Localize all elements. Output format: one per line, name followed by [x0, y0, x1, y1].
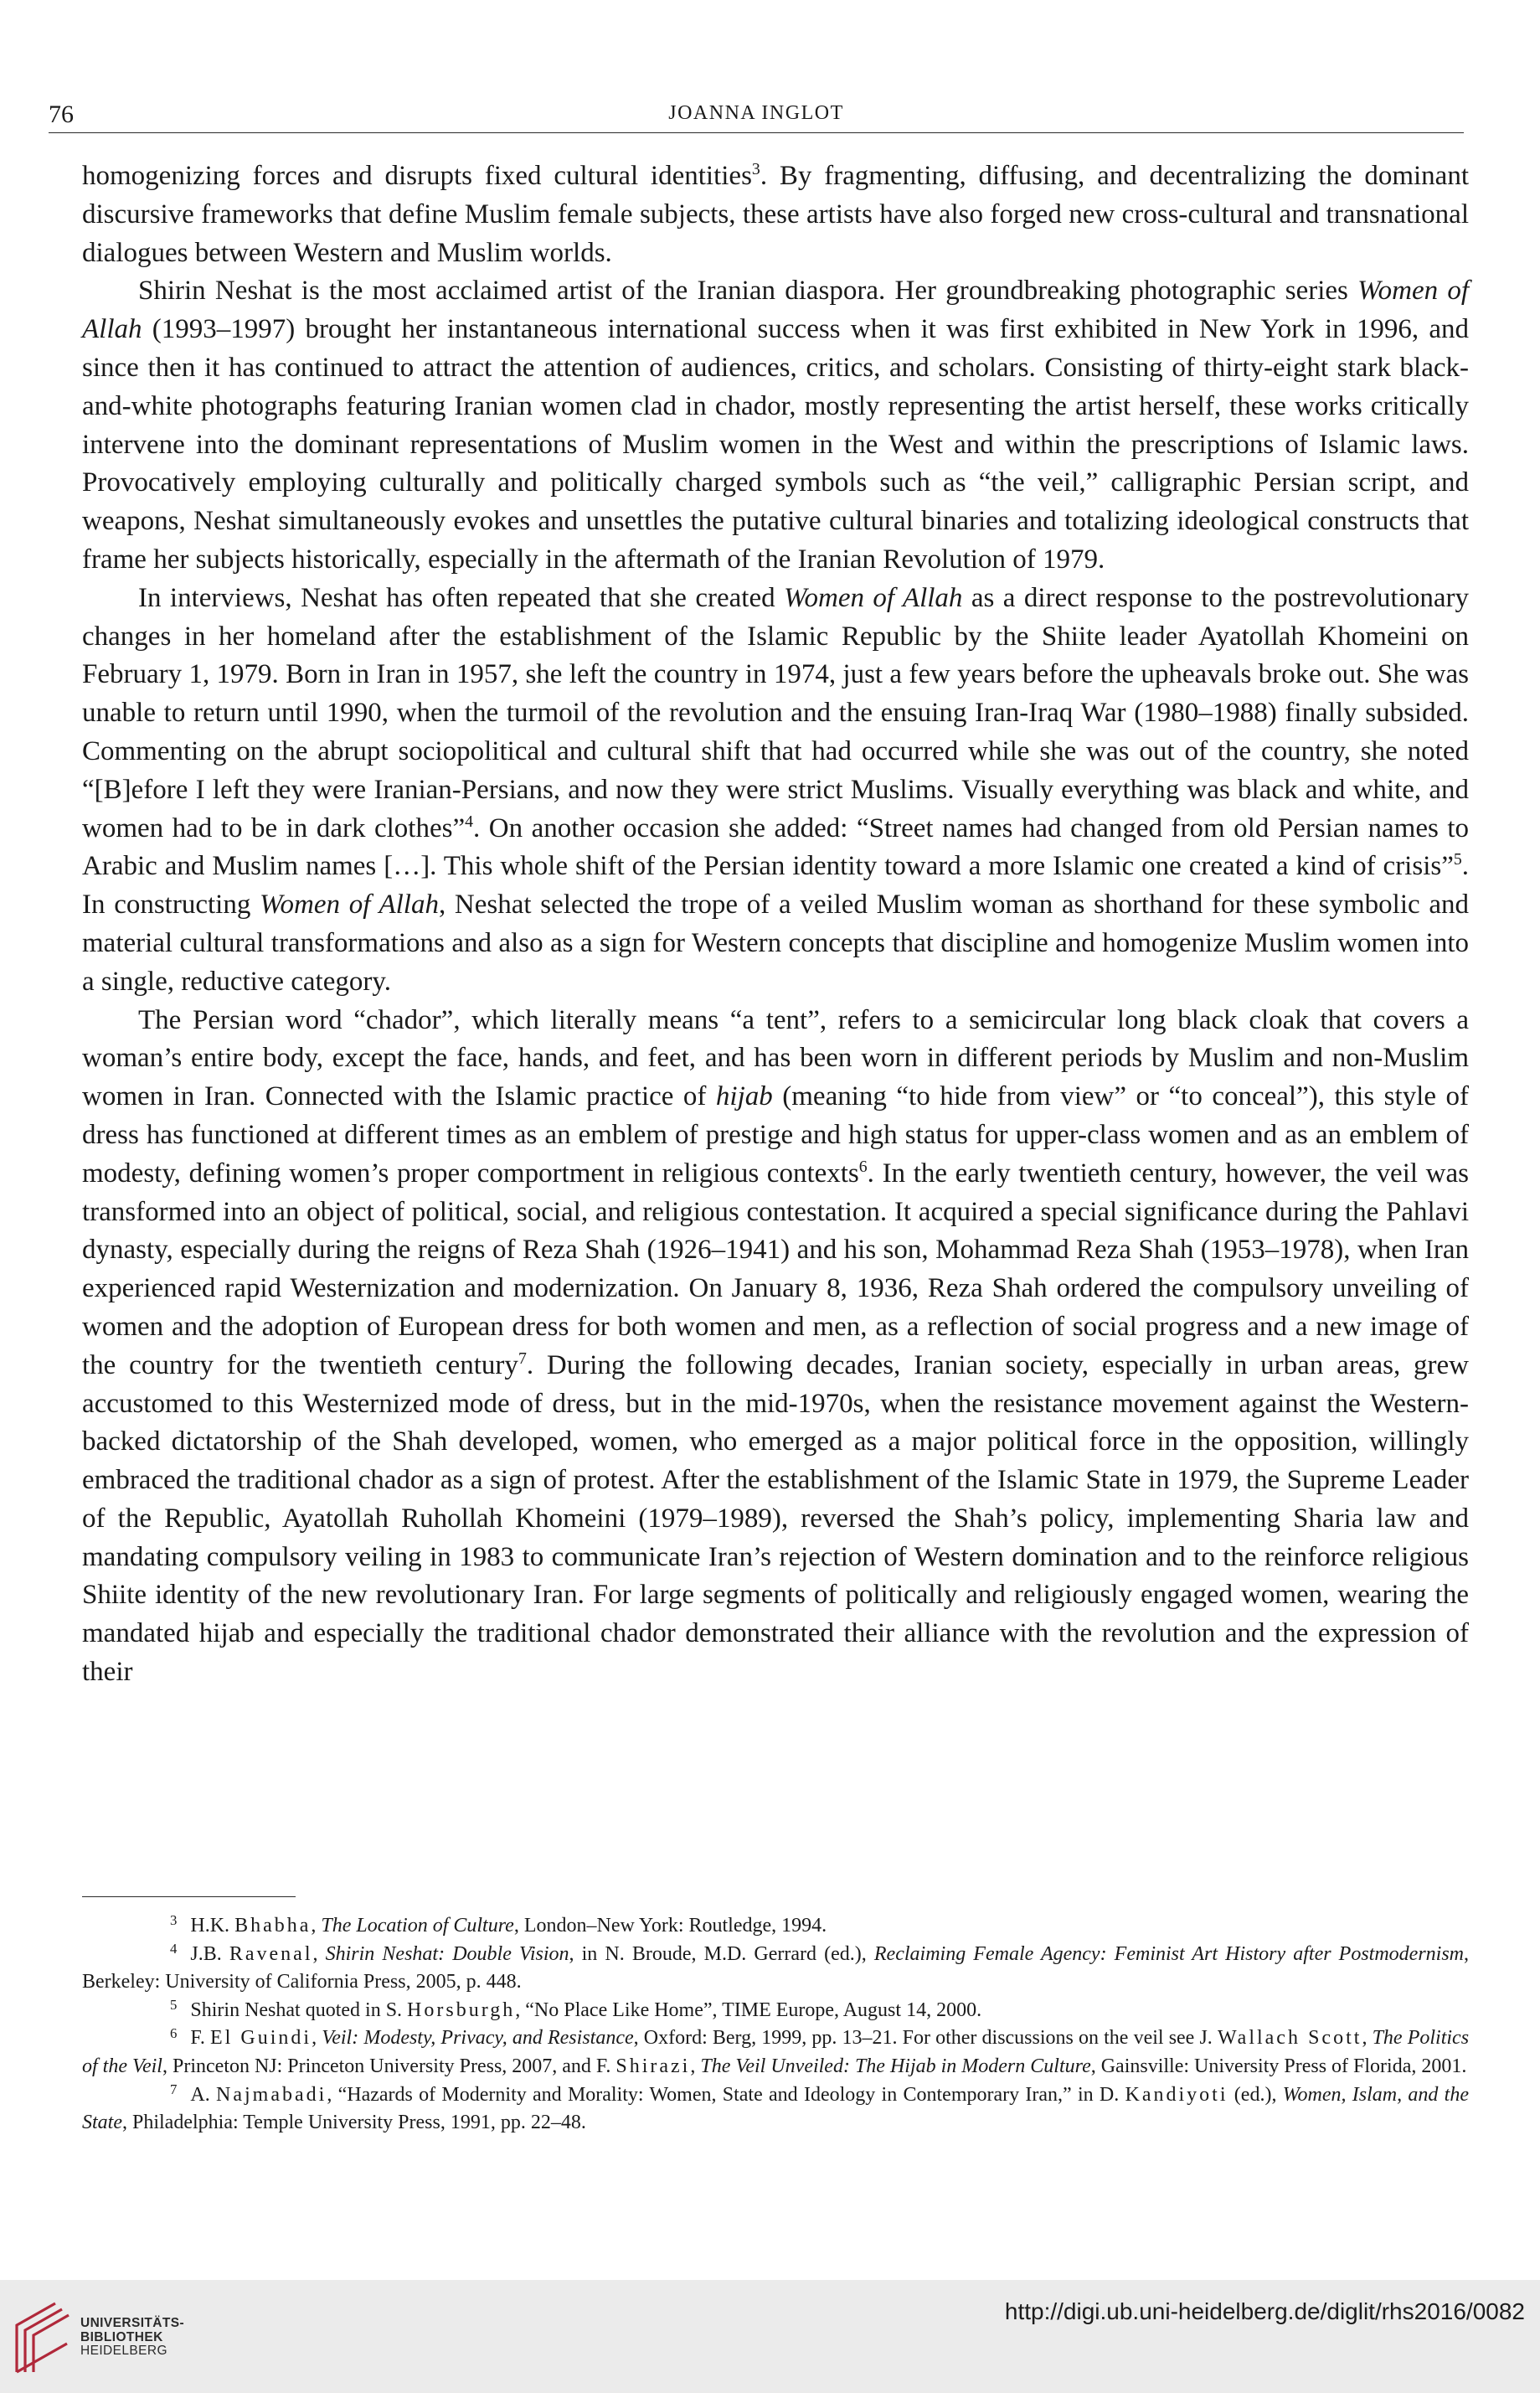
italic-term: hijab [715, 1081, 773, 1112]
footnote-ref-6[interactable]: 6 [858, 1157, 868, 1176]
footnote-4: $^4$ J.B. Ravenal, Shirin Neshat: Double Vision, in N. Broude, M.D. Gerrard (ed.), Reclaiming Female Agency: Feminist Art History after Postmodernism, Berkeley: University of California Press, 2005, p. 448. [82, 1941, 1470, 1993]
author-name: Ravenal [229, 1942, 313, 1965]
footnote-5: $^5$ Shirin Neshat quoted in S. Horsburgh, “No Place Like Home”, TIME Europe, August 14, 2000. [170, 1997, 982, 2021]
book-title: Reclaiming Female Agency: Feminist Art History after Postmodernism [873, 1942, 1465, 1965]
page-number: 76 [49, 101, 74, 128]
paragraph-1: homogenizing forces and disrupts fixed cultural identities$^3$. By fragmenting, diffusing, and decentralizing the dominant discursive frameworks that define Muslim female subjects, these artists have also forged new cross-cultural and transnational dialogues between Western and Muslim worlds. [82, 160, 1469, 268]
footnote-number: 7 [170, 2081, 178, 2098]
footnote-number: 3 [170, 1912, 178, 1929]
book-title: Women, Islam, and the State [82, 2083, 1469, 2134]
author-name: Shirazi [615, 2055, 691, 2077]
footnote-ref-7[interactable]: 7 [518, 1349, 527, 1368]
body-text [82, 157, 1469, 1692]
author-name: Wallach Scott [1217, 2027, 1362, 2050]
footnote-number: 4 [170, 1941, 178, 1957]
paragraph-2: Shirin Neshat is the most acclaimed artist of the Iranian diaspora. Her groundbreaking photographic series Women of Allah (1993–1997) brought her instantaneous international success when it was first exhibited in New York in 1996, and since then it has continued to attract the attention of audiences, critics, and scholars. Consisting of thirty-eight stark black-and-white photographs featuring Iranian women clad in chador, mostly representing the artist herself, these works critically intervene into the dominant representations of Muslim women in the West and within the prescriptions of Islamic laws. Provocatively employing culturally and politically charged symbols such as “the veil,” calligraphic Persian script, and weapons, Neshat simultaneously evokes and unsettles the putative cultural binaries and totalizing ideological constructs that frame her subjects historically, especially in the aftermath of the Iranian Revolution of 1979. [82, 276, 1470, 575]
author-name: Horsburgh [407, 1998, 516, 2021]
footnote-3: $^3$ H.K. Bhabha, The Location of Culture, London–New York: Routledge, 1994. [170, 1912, 827, 1937]
italic-title: Women of Allah [260, 890, 439, 921]
page-header [49, 99, 1464, 133]
italic-title: Women of Allah [82, 276, 1470, 345]
footnotes [82, 1912, 1469, 2138]
footnote-divider [82, 1896, 296, 1897]
author-name: El Guindi [209, 2027, 312, 2050]
library-logo-icon [12, 2297, 75, 2377]
author-name: Najmabadi [216, 2083, 327, 2106]
library-logo[interactable] [12, 2297, 75, 2381]
book-title: The Veil Unveiled: The Hijab in Modern Culture [700, 2055, 1091, 2077]
footnote-7: $^7$ A. Najmabadi, “Hazards of Modernity and Morality: Women, State and Ideology in Contemporary Iran,” in D. Kandiyoti (ed.), Women, Islam, and the State, Philadelphia: Temple University Press, 1991, pp. 22–48. [82, 2081, 1469, 2134]
italic-title: Women of Allah [784, 582, 963, 613]
digitization-url-link[interactable]: http://digi.ub.uni-heidelberg.de/diglit/rhs2016/0082 [1004, 2298, 1525, 2324]
footnote-ref-4[interactable]: 4 [465, 812, 473, 831]
book-title: The Location of Culture [321, 1915, 514, 1937]
footnote-number: 6 [170, 2024, 178, 2041]
paragraph-3: In interviews, Neshat has often repeated that she created Women of Allah as a direct response to the postrevolutionary changes in her homeland after the establishment of the Islamic Republic by the Shiite leader Ayatollah Khomeini on February 1, 1979. Born in Iran in 1957, she left the country in 1974, just a few years before the upheavals broke out. She was unable to return until 1990, when the turmoil of the revolution and the ensuing Iran-Iraq War (1980–1988) finally subsided. Commenting on the abrupt sociopolitical and cultural shift that had occurred while she was out of the country, she noted “[B]efore I left they were Iranian-Persians, and now they were strict Muslims. Visually everything was black and white, and women had to be in dark clothes”$^4$. On another occasion she added: “Street names had changed from old Persian names to Arabic and Muslim names […]. This whole shift of the Persian identity toward a more Islamic one created a kind of crisis”$^5$. In constructing Women of Allah, Neshat selected the trope of a veiled Muslim woman as shorthand for these symbolic and material cultural transformations and also as a sign for Western concepts that discipline and homogenize Muslim women into a single, reductive category. [82, 582, 1469, 997]
paragraph-4: The Persian word “chador”, which literally means “a tent”, refers to a semicircular long black cloak that covers a woman’s entire body, except the face, hands, and feet, and has been worn in different periods by Muslim and non-Muslim women in Iran. Connected with the Islamic practice of hijab (meaning “to hide from view” or “to conceal”), this style of dress has functioned at different times as an emblem of prestige and high status for upper-class women and as an emblem of modesty, defining women’s proper comportment in religious contexts$^6$. In the early twentieth century, however, the veil was transformed into an object of political, social, and religious contestation. It acquired a special significance during the Pahlavi dynasty, especially during the reigns of Reza Shah (1926–1941) and his son, Mohammad Reza Shah (1953–1978), when Iran experienced rapid Westernization and modernization. On January 8, 1936, Reza Shah ordered the compulsory unveiling of women and the adoption of European dress for both women and men, as a reflection of social progress and a new image of the country for the twentieth century$^7$. During the following decades, Iranian society, especially in urban areas, grew accustomed to this Westernized mode of dress, but in the mid-1970s, when the resistance movement against the Western-backed dictatorship of the Shah developed, women, who emerged as a major political force in the opposition, willingly embraced the traditional chador as a sign of protest. After the establishment of the Islamic State in 1979, the Supreme Leader of the Republic, Ayatollah Ruhollah Khomeini (1979–1989), reversed the Shah’s policy, implementing Sharia law and mandating compulsory veiling in 1983 to communicate Iran’s rejection of Western domination and to the reinforce religious Shiite identity of the new revolutionary Iran. For large segments of politically and religiously engaged women, wearing the mandated hijab and especially the traditional chador demonstrated their alliance with the revolution and the expression of their [82, 1004, 1470, 1688]
footnote-ref-3[interactable]: 3 [751, 160, 760, 179]
footnote-number: 5 [170, 1997, 178, 2014]
logo-strokes [17, 2303, 69, 2372]
running-head: JOANNA INGLOT [668, 102, 844, 124]
footnote-ref-5[interactable]: 5 [1453, 850, 1462, 869]
footnote-6: $^6$ F. El Guindi, Veil: Modesty, Privacy, and Resistance, Oxford: Berg, 1999, pp. 13–21. For other discussions on the veil see J. Wallach Scott, The Politics of the Veil, Princeton NJ: Princeton University Press, 2007, and F. Shirazi, The Veil Unveiled: The Hijab in Modern Culture, Gainsville: University Press of Florida, 2001. [82, 2024, 1470, 2077]
book-title: Shirin Neshat: Double Vision [325, 1942, 569, 1965]
author-name: Kandiyoti [1125, 2083, 1228, 2106]
author-name: Bhabha [234, 1915, 312, 1937]
digitization-footer [0, 2280, 1540, 2393]
book-title: The Politics of the Veil [82, 2027, 1470, 2077]
library-name: UNIVERSITÄTS- BIBLIOTHEK HEIDELBERG [80, 2316, 185, 2358]
book-title: Veil: Modesty, Privacy, and Resistance [322, 2027, 634, 2050]
